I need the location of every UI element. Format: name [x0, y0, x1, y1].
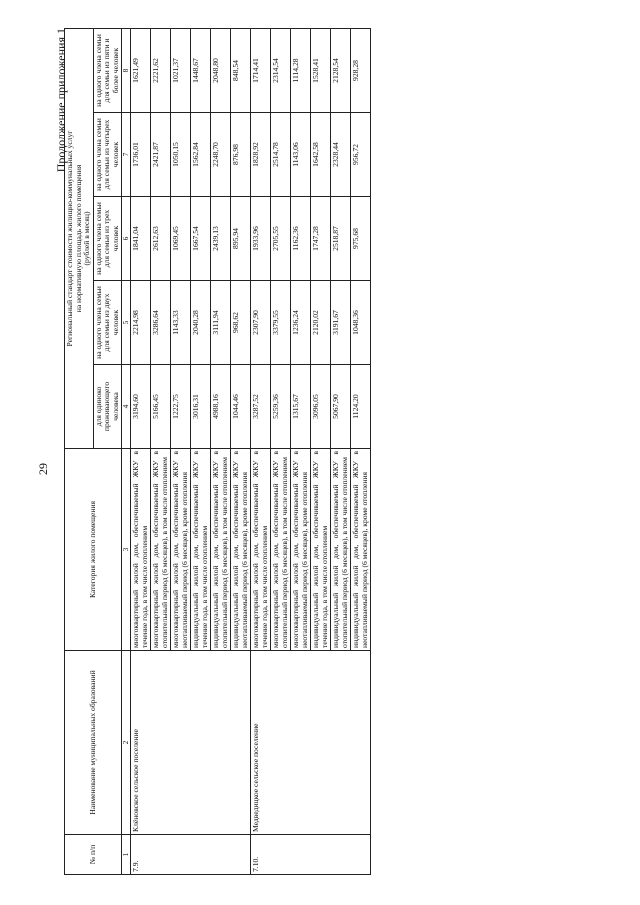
cost-value: 2421,87 [151, 113, 171, 197]
cost-value: 2048,80 [211, 29, 231, 113]
housing-category: индивидуальный жилой дом, обеспечиваемый ЖКУ в течение года, в том числе отоплением [191, 449, 211, 651]
cost-value: 3379,55 [271, 281, 291, 365]
cost-value: 2221,62 [151, 29, 171, 113]
header-sub-five-plus: на одного члена семьи для семьи из пяти и более человек [93, 29, 122, 113]
housing-category: индивидуальный жилой дом, обеспечиваемый ЖКУ в неотапливаемый период (6 месяцев), кроме отопления [231, 449, 251, 651]
cost-value: 1828,92 [251, 113, 271, 197]
cost-value: 1642,58 [311, 113, 331, 197]
cost-value: 1667,54 [191, 197, 211, 281]
cost-value: 3111,94 [211, 281, 231, 365]
cost-value: 5067,90 [331, 365, 351, 449]
header-sub-four: на одного члена семьи для семьи из четырех человек [93, 113, 122, 197]
cost-value: 956,72 [351, 113, 371, 197]
cost-value: 1448,67 [191, 29, 211, 113]
column-index: 4 [122, 365, 131, 449]
continuation-label: Продолжение приложения 1 [54, 28, 68, 173]
cost-value: 975,68 [351, 197, 371, 281]
table-row [251, 29, 271, 875]
cost-value: 1933,96 [251, 197, 271, 281]
cost-value: 3194,60 [131, 365, 151, 449]
cost-value: 2307,90 [251, 281, 271, 365]
housing-category: многоквартирный жилой дом, обеспечиваемый ЖКУ в отопительный период (6 месяцев), в том числе отоплением [151, 449, 171, 651]
cost-value: 2120,02 [311, 281, 331, 365]
column-index: 3 [122, 449, 131, 651]
header-standard-line2: на нормативную площадь жилого помещения [73, 164, 83, 313]
row-number: 7.10. [251, 835, 371, 875]
housing-cost-standard-table [64, 28, 371, 875]
column-index: 1 [122, 835, 131, 875]
header-municipality: Наименование муниципальных образований [65, 651, 122, 835]
housing-category: многоквартирный жилой дом, обеспечиваемый ЖКУ в отопительный период (6 месяцев), в том числе отоплением [271, 449, 291, 651]
header-standard-line1: Региональный стандарт стоимости жилищно-коммунальных услуг [65, 130, 74, 347]
header-sub-three: на одного члена семьи для семьи из трех человек [93, 197, 122, 281]
housing-category: индивидуальный жилой дом, обеспечиваемый ЖКУ в отопительный период (6 месяцев), в том числе отоплением [331, 449, 351, 651]
page-number: 29 [36, 463, 50, 475]
cost-value: 1621,49 [131, 29, 151, 113]
housing-category: многоквартирный жилой дом, обеспечиваемый ЖКУ в течение года, в том числе отоплением [131, 449, 151, 651]
housing-category: индивидуальный жилой дом, обеспечиваемый ЖКУ в течение года, в том числе отоплением [311, 449, 331, 651]
cost-value: 876,98 [231, 113, 251, 197]
cost-value: 968,62 [231, 281, 251, 365]
cost-value: 1528,41 [311, 29, 331, 113]
cost-value: 1021,37 [171, 29, 191, 113]
cost-value: 1222,75 [171, 365, 191, 449]
cost-value: 3016,31 [191, 365, 211, 449]
column-index: 6 [122, 197, 131, 281]
cost-value: 1069,45 [171, 197, 191, 281]
cost-value: 1162,36 [291, 197, 311, 281]
municipality-name: Клёновское сельское поселение [131, 651, 251, 835]
cost-value: 1124,20 [351, 365, 371, 449]
cost-value: 895,94 [231, 197, 251, 281]
cost-value: 1048,36 [351, 281, 371, 365]
column-index: 2 [122, 651, 131, 835]
column-index-row [122, 29, 131, 875]
cost-value: 2518,87 [331, 197, 351, 281]
header-category: Категория жилого помещения [65, 449, 122, 651]
cost-value: 1841,04 [131, 197, 151, 281]
housing-category: многоквартирный жилой дом, обеспечиваемый ЖКУ в неотапливаемый период (6 месяцев), кроме отопления [171, 449, 191, 651]
cost-value: 2612,63 [151, 197, 171, 281]
header-standard-line3: (рублей в месяц) [82, 211, 91, 266]
header-sub-single: для одиноко проживающего человека [93, 365, 122, 449]
cost-value: 5259,36 [271, 365, 291, 449]
cost-value: 1736,01 [131, 113, 151, 197]
table-row [131, 29, 151, 875]
row-number: 7.9. [131, 835, 251, 875]
cost-value: 5166,45 [151, 365, 171, 449]
column-index: 8 [122, 29, 131, 113]
header-standard [65, 29, 94, 449]
cost-value: 2314,54 [271, 29, 291, 113]
column-index: 5 [122, 281, 131, 365]
cost-value: 2514,78 [271, 113, 291, 197]
cost-value: 928,28 [351, 29, 371, 113]
cost-value: 3287,52 [251, 365, 271, 449]
header-sub-two: на одного члена семьи для семьи из двух человек [93, 281, 122, 365]
cost-value: 4988,16 [211, 365, 231, 449]
cost-value: 3191,67 [331, 281, 351, 365]
cost-value: 1143,33 [171, 281, 191, 365]
cost-value: 2128,54 [331, 29, 351, 113]
cost-value: 1714,41 [251, 29, 271, 113]
housing-category: индивидуальный жилой дом, обеспечиваемый ЖКУ в неотапливаемый период (6 месяцев), кроме отопления [351, 449, 371, 651]
header-no: № п/п [65, 835, 122, 875]
cost-value: 3286,64 [151, 281, 171, 365]
cost-value: 2328,44 [331, 113, 351, 197]
housing-category: индивидуальный жилой дом, обеспечиваемый ЖКУ в отопительный период (6 месяцев), в том числе отоплением [211, 449, 231, 651]
cost-value: 1562,84 [191, 113, 211, 197]
housing-category: многоквартирный жилой дом, обеспечиваемый ЖКУ в неотапливаемый период (6 месяцев), кроме отопления [291, 449, 311, 651]
column-index: 7 [122, 113, 131, 197]
cost-value: 1114,28 [291, 29, 311, 113]
cost-value: 1747,28 [311, 197, 331, 281]
cost-value: 1044,46 [231, 365, 251, 449]
cost-value: 2040,28 [191, 281, 211, 365]
cost-value: 2214,98 [131, 281, 151, 365]
cost-value: 2439,13 [211, 197, 231, 281]
municipality-name: Медведицкое сельское поселение [251, 651, 371, 835]
housing-category: многоквартирный жилой дом, обеспечиваемый ЖКУ в течение года, в том числе отоплением [251, 449, 271, 651]
cost-value: 2248,70 [211, 113, 231, 197]
cost-value: 3096,05 [311, 365, 331, 449]
cost-value: 848,54 [231, 29, 251, 113]
cost-value: 1315,67 [291, 365, 311, 449]
cost-value: 1143,06 [291, 113, 311, 197]
cost-value: 2705,55 [271, 197, 291, 281]
cost-value: 1236,24 [291, 281, 311, 365]
cost-value: 1050,15 [171, 113, 191, 197]
